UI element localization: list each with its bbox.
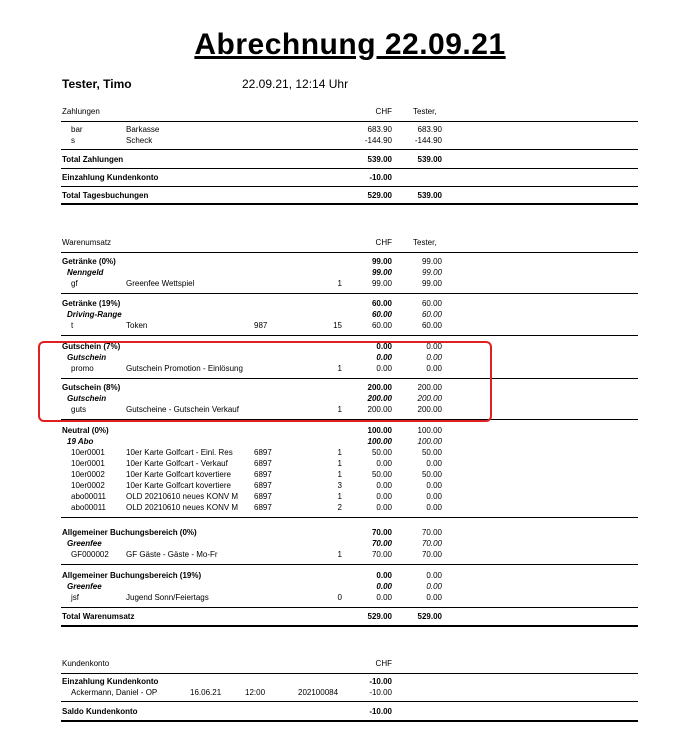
item-code: guts xyxy=(71,405,87,414)
item-extra: 6897 xyxy=(254,470,272,479)
sales-total-tester: 529.00 xyxy=(417,612,442,621)
sales-section-title: Warenumsatz xyxy=(62,238,112,247)
item-tester: 0.00 xyxy=(426,459,442,468)
item-qty: 1 xyxy=(337,279,342,288)
subgroup-title: Driving-Range xyxy=(67,310,122,319)
item-extra: 987 xyxy=(254,321,268,330)
item-code: 10er0001 xyxy=(71,459,105,468)
group-total-chf: 0.00 xyxy=(376,342,392,351)
item-chf: 99.00 xyxy=(371,279,392,288)
subgroup-chf: 100.00 xyxy=(367,437,392,446)
customer-col-chf: CHF xyxy=(375,659,392,668)
group-title: Getränke (0%) xyxy=(62,257,116,266)
day-total-tester: 539.00 xyxy=(417,191,442,200)
group-total-chf: 0.00 xyxy=(376,571,392,580)
item-extra: 6897 xyxy=(254,503,272,512)
subgroup-tester: 200.00 xyxy=(417,394,442,403)
customer-entry-time: 12:00 xyxy=(245,688,266,697)
group-title: Getränke (19%) xyxy=(62,299,121,308)
subgroup-chf: 99.00 xyxy=(371,268,392,277)
item-qty: 1 xyxy=(337,459,342,468)
customer-group-title: Einzahlung Kundenkonto xyxy=(62,677,159,686)
payment-tester: -144.90 xyxy=(414,136,442,145)
subgroup-title: Greenfee xyxy=(67,539,102,548)
payments-total-label: Total Zahlungen xyxy=(62,155,124,164)
saldo-label: Saldo Kundenkonto xyxy=(62,707,138,716)
group-title: Gutschein (8%) xyxy=(62,383,121,392)
subgroup-title: Gutschein xyxy=(67,353,107,362)
item-qty: 1 xyxy=(337,470,342,479)
item-tester: 0.00 xyxy=(426,481,442,490)
item-qty: 15 xyxy=(333,321,342,330)
item-tester: 0.00 xyxy=(426,492,442,501)
subgroup-tester: 0.00 xyxy=(426,353,442,362)
item-name: OLD 20210610 neues KONV M xyxy=(126,503,239,512)
item-qty: 3 xyxy=(337,481,342,490)
group-total-chf: 60.00 xyxy=(371,299,392,308)
item-code: abo00011 xyxy=(71,503,106,512)
subgroup-tester: 100.00 xyxy=(417,437,442,446)
subgroup-tester: 70.00 xyxy=(421,539,442,548)
item-qty: 1 xyxy=(337,550,342,559)
day-total-chf: 529.00 xyxy=(367,191,392,200)
item-name: GF Gäste - Gäste - Mo-Fr xyxy=(126,550,218,559)
item-name: 10er Karte Golfcart kovertiere xyxy=(126,470,231,479)
item-code: GF000002 xyxy=(71,550,109,559)
divider xyxy=(61,607,638,608)
item-tester: 50.00 xyxy=(421,470,442,479)
customer-group-chf: -10.00 xyxy=(369,677,392,686)
item-chf: 50.00 xyxy=(371,448,392,457)
item-chf: 70.00 xyxy=(371,550,392,559)
subgroup-chf: 60.00 xyxy=(371,310,392,319)
subgroup-title: Nenngeld xyxy=(67,268,104,277)
highlight-box xyxy=(38,341,492,422)
payments-total-tester: 539.00 xyxy=(417,155,442,164)
subgroup-tester: 60.00 xyxy=(421,310,442,319)
divider xyxy=(61,673,638,674)
deposit-chf: -10.00 xyxy=(369,173,392,182)
sales-total-label: Total Warenumsatz xyxy=(62,612,135,621)
item-code: 10er0002 xyxy=(71,470,105,479)
item-tester: 70.00 xyxy=(421,550,442,559)
item-code: jsf xyxy=(71,593,79,602)
customer-entry-name: Ackermann, Daniel - OP xyxy=(71,688,158,697)
group-title: Gutschein (7%) xyxy=(62,342,121,351)
payments-total-chf: 539.00 xyxy=(367,155,392,164)
item-tester: 0.00 xyxy=(426,593,442,602)
item-chf: 60.00 xyxy=(371,321,392,330)
subgroup-chf: 70.00 xyxy=(371,539,392,548)
divider xyxy=(61,701,638,702)
item-name: OLD 20210610 neues KONV M xyxy=(126,492,239,501)
user-name: Tester, Timo xyxy=(62,77,132,91)
group-total-tester: 0.00 xyxy=(426,342,442,351)
payments-col-tester: Tester, xyxy=(413,107,437,116)
divider xyxy=(61,149,638,150)
sales-col-chf: CHF xyxy=(375,238,392,247)
payment-code: s xyxy=(71,136,75,145)
item-qty: 1 xyxy=(337,364,342,373)
subgroup-chf: 200.00 xyxy=(367,394,392,403)
subgroup-chf: 0.00 xyxy=(376,582,392,591)
item-code: gf xyxy=(71,279,78,288)
item-name: Gutschein Promotion - Einlösung xyxy=(126,364,243,373)
customer-entry-ref: 202100084 xyxy=(298,688,339,697)
group-title: Neutral (0%) xyxy=(62,426,109,435)
group-total-chf: 200.00 xyxy=(367,383,392,392)
payment-name: Scheck xyxy=(126,136,153,145)
item-chf: 200.00 xyxy=(367,405,392,414)
group-title: Allgemeiner Buchungsbereich (19%) xyxy=(62,571,202,580)
subgroup-tester: 99.00 xyxy=(421,268,442,277)
divider xyxy=(61,203,638,205)
item-extra: 6897 xyxy=(254,459,272,468)
sales-total-chf: 529.00 xyxy=(367,612,392,621)
item-qty: 1 xyxy=(337,492,342,501)
item-tester: 50.00 xyxy=(421,448,442,457)
subgroup-title: 19 Abo xyxy=(67,437,94,446)
divider xyxy=(61,252,638,253)
divider xyxy=(61,121,638,122)
item-code: 10er0002 xyxy=(71,481,105,490)
subgroup-title: Gutschein xyxy=(67,394,107,403)
item-code: abo00011 xyxy=(71,492,106,501)
divider xyxy=(61,186,638,187)
group-total-tester: 99.00 xyxy=(421,257,442,266)
divider xyxy=(61,625,638,627)
item-qty: 2 xyxy=(337,503,342,512)
item-tester: 60.00 xyxy=(421,321,442,330)
item-chf: 0.00 xyxy=(376,492,392,501)
item-tester: 0.00 xyxy=(426,364,442,373)
deposit-label: Einzahlung Kundenkonto xyxy=(62,173,159,182)
item-extra: 6897 xyxy=(254,481,272,490)
group-total-tester: 60.00 xyxy=(421,299,442,308)
group-total-chf: 70.00 xyxy=(371,528,392,537)
subgroup-chf: 0.00 xyxy=(376,353,392,362)
group-total-tester: 200.00 xyxy=(417,383,442,392)
item-tester: 99.00 xyxy=(421,279,442,288)
item-code: promo xyxy=(71,364,94,373)
item-name: Token xyxy=(126,321,148,330)
item-code: 10er0001 xyxy=(71,448,105,457)
item-tester: 0.00 xyxy=(426,503,442,512)
customer-entry-date: 16.06.21 xyxy=(190,688,222,697)
divider xyxy=(61,517,638,518)
divider xyxy=(61,335,638,336)
item-name: 10er Karte Golfcart - Verkauf xyxy=(126,459,228,468)
customer-entry-chf: -10.00 xyxy=(369,688,392,697)
item-chf: 0.00 xyxy=(376,481,392,490)
group-total-tester: 70.00 xyxy=(421,528,442,537)
payment-chf: 683.90 xyxy=(367,125,392,134)
sales-col-tester: Tester, xyxy=(413,238,437,247)
item-extra: 6897 xyxy=(254,448,272,457)
saldo-chf: -10.00 xyxy=(369,707,392,716)
day-total-label: Total Tagesbuchungen xyxy=(62,191,149,200)
item-qty: 0 xyxy=(337,593,342,602)
customer-section-title: Kundenkonto xyxy=(62,659,110,668)
report-datetime: 22.09.21, 12:14 Uhr xyxy=(242,77,349,91)
item-chf: 0.00 xyxy=(376,593,392,602)
payment-chf: -144.90 xyxy=(364,136,392,145)
subgroup-tester: 0.00 xyxy=(426,582,442,591)
item-qty: 1 xyxy=(337,448,342,457)
payment-name: Barkasse xyxy=(126,125,160,134)
group-total-chf: 100.00 xyxy=(367,426,392,435)
payments-col-chf: CHF xyxy=(375,107,392,116)
item-code: t xyxy=(71,321,74,330)
subgroup-title: Greenfee xyxy=(67,582,102,591)
divider xyxy=(61,720,638,722)
item-qty: 1 xyxy=(337,405,342,414)
item-name: Greenfee Wettspiel xyxy=(126,279,195,288)
item-tester: 200.00 xyxy=(417,405,442,414)
item-name: 10er Karte Golfcart kovertiere xyxy=(126,481,231,490)
payment-code: bar xyxy=(71,125,83,134)
item-chf: 50.00 xyxy=(371,470,392,479)
page-title: Abrechnung 22.09.21 xyxy=(194,28,506,61)
item-chf: 0.00 xyxy=(376,364,392,373)
payment-tester: 683.90 xyxy=(417,125,442,134)
item-chf: 0.00 xyxy=(376,459,392,468)
item-extra: 6897 xyxy=(254,492,272,501)
item-name: Gutscheine - Gutschein Verkauf xyxy=(126,405,239,414)
item-name: 10er Karte Golfcart - Einl. Res xyxy=(126,448,233,457)
item-name: Jugend Sonn/Feiertags xyxy=(126,593,209,602)
group-total-tester: 0.00 xyxy=(426,571,442,580)
item-chf: 0.00 xyxy=(376,503,392,512)
divider xyxy=(61,293,638,294)
group-total-chf: 99.00 xyxy=(371,257,392,266)
divider xyxy=(61,564,638,565)
group-total-tester: 100.00 xyxy=(417,426,442,435)
payments-section-title: Zahlungen xyxy=(62,107,100,116)
divider xyxy=(61,168,638,169)
group-title: Allgemeiner Buchungsbereich (0%) xyxy=(62,528,197,537)
